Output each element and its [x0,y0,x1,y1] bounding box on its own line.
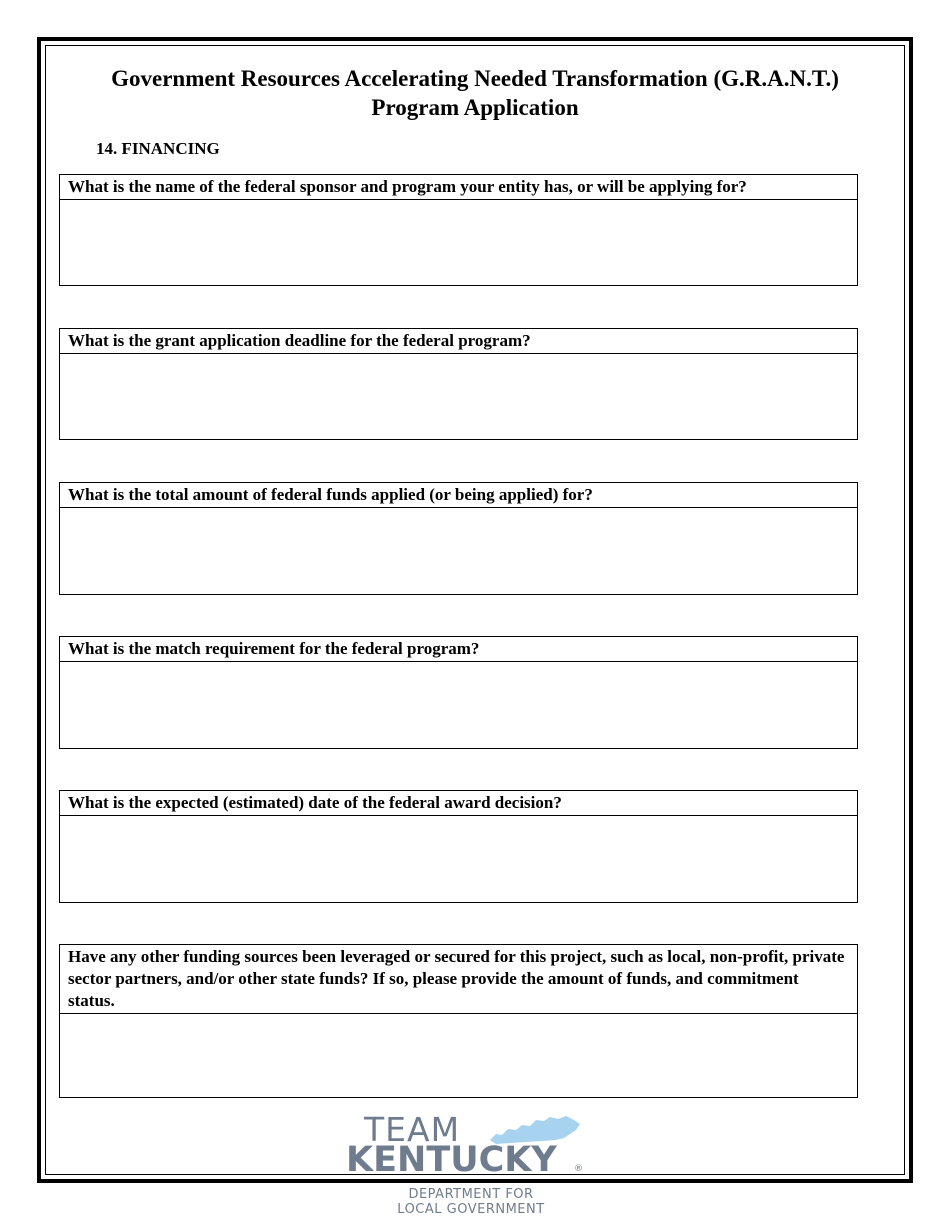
answer-field-federal-funds-amount[interactable] [60,508,857,594]
question-box-application-deadline [59,328,858,440]
answer-field-federal-sponsor[interactable] [60,200,857,285]
logo-dept-line2: LOCAL GOVERNMENT [397,1202,545,1217]
answer-field-match-requirement[interactable] [60,662,857,748]
page-inner-border [45,45,905,1175]
question-label: What is the name of the federal sponsor and program your entity has, or will be applying for? [60,175,857,200]
form-title-line1: Government Resources Accelerating Needed Transformation (G.R.A.N.T.) [111,66,839,91]
answer-field-award-decision-date[interactable] [60,816,857,902]
logo-kentucky-text: KENTUCKY [346,1140,557,1180]
form-title [46,64,904,122]
team-kentucky-logo [346,1112,596,1222]
logo-dept-line1: DEPARTMENT FOR [408,1187,534,1202]
logo-department-text [346,1187,596,1217]
answer-field-application-deadline[interactable] [60,354,857,439]
question-label: Have any other funding sources been leveraged or secured for this project, such as local, non-profit, private sector partners, and/or other state funds? If so, please provide the amount of funds, and commitment status. [60,945,857,1014]
question-box-award-decision-date [59,790,858,903]
question-label: What is the match requirement for the federal program? [60,637,857,662]
question-box-match-requirement [59,636,858,749]
question-box-federal-sponsor [59,174,858,286]
question-box-other-funding-sources [59,944,858,1098]
question-box-federal-funds-amount [59,482,858,595]
question-label: What is the grant application deadline for the federal program? [60,329,857,354]
logo-team-text: TEAM [364,1110,461,1149]
answer-field-other-funding-sources[interactable] [60,1014,857,1097]
registered-mark: ® [574,1164,583,1174]
section-heading: 14. FINANCING [96,139,220,158]
question-label: What is the expected (estimated) date of the federal award decision? [60,791,857,816]
page-border [37,37,913,1183]
form-title-line2: Program Application [371,95,579,120]
question-label: What is the total amount of federal funds applied (or being applied) for? [60,483,857,508]
